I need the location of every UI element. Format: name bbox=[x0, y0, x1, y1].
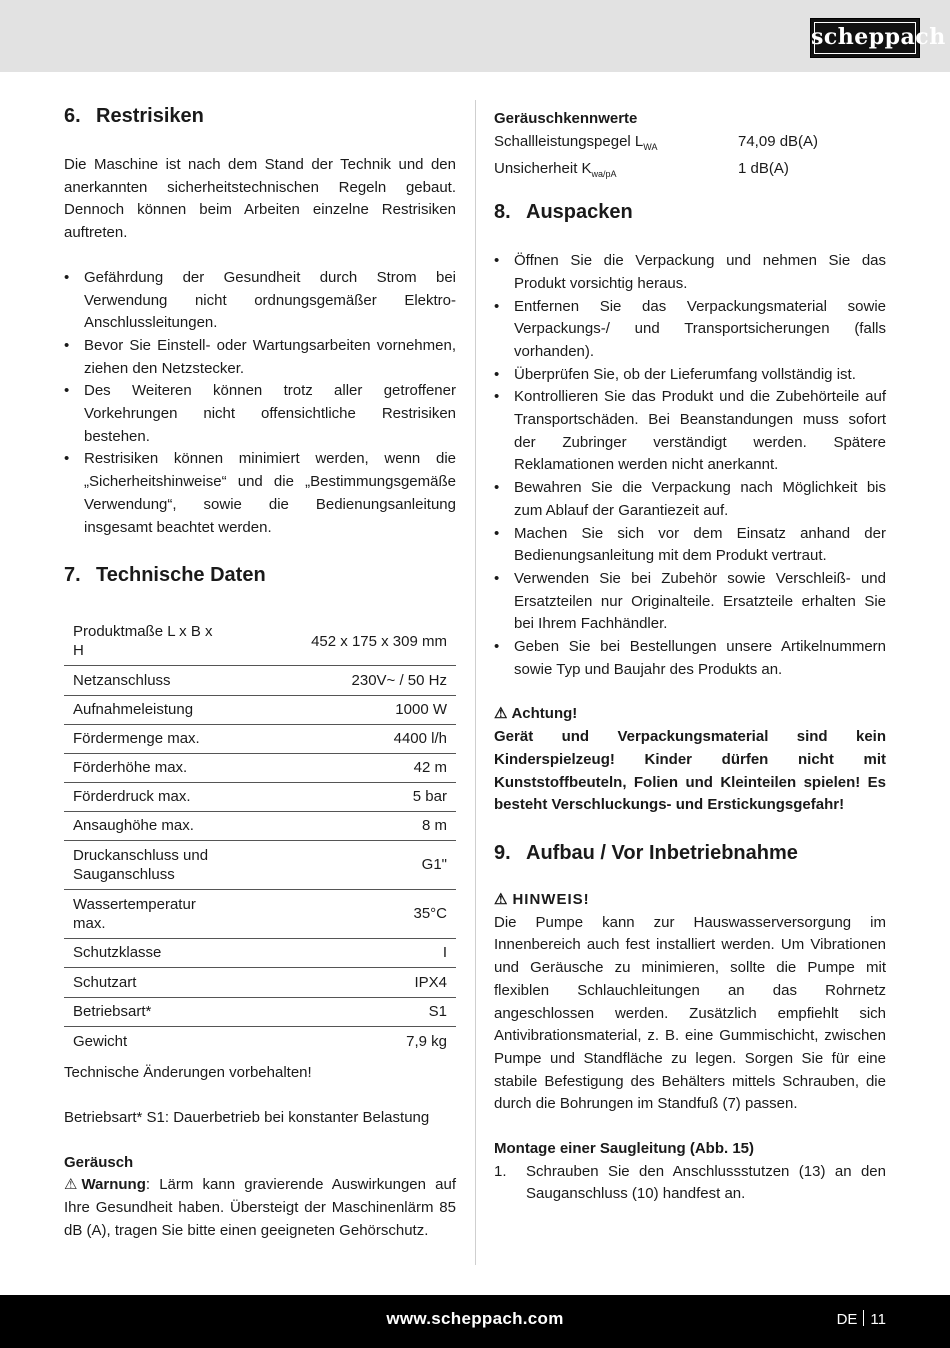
montage-steps bbox=[494, 1161, 886, 1206]
brand-logo bbox=[810, 18, 946, 58]
tech-note-changes: Technische Änderungen vorbehalten! bbox=[64, 1064, 312, 1082]
hint-text: Die Pumpe kann zur Hauswasserversorgung im Innenbereich auch fest installiert werden. Um Vibrationen und Geräusche zu minimieren, sollte die Pumpe mit flexiblen Schlauchleitungen an das Rohrnetz angeschlossen werden. Zusätzlich empfiehlt sich Antivibrationsmaterial, z. B. eine Gummischicht, zwischen Pumpe und Standfläche zu legen. Sorgen Sie für eine stabile Befestigung des Behälters mittels Schrauben, die durch die Bohrungen im Standfuß (7) passen. bbox=[494, 913, 886, 1113]
row-value: 5 bar bbox=[232, 782, 456, 811]
section-title: Technische Daten bbox=[96, 564, 266, 587]
tech-note-mode: Betriebsart* S1: Dauerbetrieb bei konstanter Belastung bbox=[64, 1108, 430, 1126]
list-item: • Des Weiteren können trotz aller getroffener Vorkehrungen nicht offensichtliche Restrisiken bestehen. bbox=[64, 380, 456, 448]
section-7-heading bbox=[64, 561, 456, 589]
label-subscript: wa/pA bbox=[591, 169, 617, 180]
table-row bbox=[64, 997, 456, 1026]
row-label: Aufnahmeleistung bbox=[64, 695, 232, 724]
row-label: Netzanschluss bbox=[64, 665, 232, 695]
section-6-heading bbox=[64, 102, 456, 130]
list-item: • Bevor Sie Einstell- oder Wartungsarbeiten vornehmen, ziehen den Netzstecker. bbox=[64, 335, 456, 380]
table-row bbox=[64, 1026, 456, 1056]
list-item: • Verwenden Sie bei Zubehör sowie Verschleiß- und Ersatzteilen nur Originalteile. Ersatzteile erhalten Sie bei Ihrem Fachhändler. bbox=[494, 568, 886, 636]
hint-label: HINWEIS! bbox=[512, 890, 590, 908]
section-6-intro: Die Maschine ist nach dem Stand der Technik und den anerkannten sicherheitstechnischen Regeln gebaut. Dennoch können beim Arbeiten einzelne Restrisiken auftreten. bbox=[64, 156, 456, 242]
row-label: Förderhöhe max. bbox=[64, 753, 232, 782]
section-9-heading bbox=[494, 839, 886, 867]
warning-label: Warnung bbox=[81, 1176, 146, 1194]
header-bar bbox=[0, 0, 950, 72]
warning-text: : Lärm kann gravierende Auswirkungen auf Ihre Gesundheit haben. Übersteigt der Maschinenlärm 85 dB (A), tragen Sie bitte einen geeigneten Gehörschutz. bbox=[64, 1176, 456, 1239]
row-value: 8 m bbox=[232, 811, 456, 840]
label-text: Schallleistungspegel L bbox=[494, 132, 644, 150]
row-value: 35°C bbox=[232, 889, 456, 938]
row-value: 1000 W bbox=[232, 695, 456, 724]
table-row bbox=[64, 665, 456, 695]
row-label: Förderdruck max. bbox=[64, 782, 232, 811]
row-label: Schutzart bbox=[64, 967, 232, 997]
table-row bbox=[64, 889, 456, 938]
left-column bbox=[64, 102, 456, 1242]
section-number: 7. bbox=[64, 564, 81, 587]
section-title: Restrisiken bbox=[96, 105, 204, 127]
separator bbox=[863, 1310, 864, 1326]
step-number: 1. bbox=[494, 1162, 507, 1180]
noise-warning bbox=[64, 1174, 456, 1242]
table-row bbox=[64, 695, 456, 724]
row-label: Produktmaße L x B x H bbox=[64, 617, 232, 665]
list-item: • Restrisiken können minimiert werden, wenn die „Sicherheitshinweise“ und die „Bestimmungsgemäße Verwendung“, sowie die Bedienungsanleitung insgesamt beachtet werden. bbox=[64, 448, 456, 539]
auspacken-list bbox=[494, 250, 886, 681]
page-indicator bbox=[837, 1310, 886, 1328]
list-item: • Öffnen Sie die Verpackung und nehmen Sie das Produkt vorsichtig heraus. bbox=[494, 250, 886, 295]
table-row bbox=[64, 811, 456, 840]
label-subscript: WA bbox=[643, 141, 658, 152]
row-label bbox=[494, 158, 738, 186]
table-row bbox=[64, 782, 456, 811]
right-column bbox=[494, 108, 886, 1206]
warning-triangle-icon: ⚠ bbox=[64, 1176, 78, 1194]
noise-values-heading: Geräuschkennwerte bbox=[494, 110, 638, 127]
hint-heading bbox=[494, 889, 886, 912]
table-row bbox=[64, 840, 456, 889]
footer-url[interactable]: www.scheppach.com bbox=[386, 1309, 564, 1328]
table-row bbox=[64, 967, 456, 997]
section-number: 9. bbox=[494, 841, 511, 864]
montage-heading: Montage einer Saugleitung (Abb. 15) bbox=[494, 1140, 755, 1158]
row-value: 230V~ / 50 Hz bbox=[232, 665, 456, 695]
section-8-heading bbox=[494, 198, 886, 226]
row-value: 4400 l/h bbox=[232, 724, 456, 753]
section-number: 6. bbox=[64, 105, 81, 127]
list-item: • Bewahren Sie die Verpackung nach Möglichkeit bis zum Ablauf der Garantiezeit auf. bbox=[494, 477, 886, 522]
list-item: • Kontrollieren Sie das Produkt und die Zubehörteile auf Transportschäden. Bei Beanstandungen muss sofort der Zubringer verständigt werden. Spätere Reklamationen werden nicht anerkannt. bbox=[494, 386, 886, 477]
section-number: 8. bbox=[494, 201, 511, 224]
row-value: G1" bbox=[232, 840, 456, 889]
label-text: Unsicherheit K bbox=[494, 160, 592, 178]
warning-triangle-icon: ⚠ bbox=[494, 890, 509, 908]
brand-text: scheppach bbox=[811, 24, 946, 50]
attention-text: Gerät und Verpackungsmaterial sind kein Kinderspielzeug! Kinder dürfen nicht mit Kunststoffbeuteln, Folien und Kleinteilen spielen! Es besteht Verschluckungs- und Erstickungsgefahr! bbox=[494, 728, 886, 814]
step-text: Schrauben Sie den Anschlussstutzen (13) an den Sauganschluss (10) handfest an. bbox=[526, 1162, 886, 1203]
list-item: • Entfernen Sie das Verpackungsmaterial sowie Verpackungs-/ und Transportsicherungen (falls vorhanden). bbox=[494, 296, 886, 364]
row-value: S1 bbox=[232, 997, 456, 1026]
row-label: Schutzklasse bbox=[64, 938, 232, 967]
attention-label: Achtung! bbox=[511, 705, 578, 723]
table-row bbox=[64, 938, 456, 967]
warning-triangle-icon: ⚠ bbox=[494, 705, 508, 723]
column-divider bbox=[475, 100, 476, 1265]
list-item: • Überprüfen Sie, ob der Lieferumfang vollständig ist. bbox=[494, 364, 886, 387]
noise-value-row bbox=[494, 131, 886, 159]
noise-value-row bbox=[494, 158, 886, 186]
table-row bbox=[64, 617, 456, 665]
tech-data-table bbox=[64, 617, 456, 1056]
row-label: Fördermenge max. bbox=[64, 724, 232, 753]
restrisiken-list bbox=[64, 267, 456, 539]
table-row bbox=[64, 724, 456, 753]
list-item: • Geben Sie bei Bestellungen unsere Artikelnummern sowie Typ und Baujahr des Produkts an. bbox=[494, 636, 886, 681]
footer-bar bbox=[0, 1295, 950, 1348]
step-item bbox=[494, 1161, 886, 1206]
noise-heading: Geräusch bbox=[64, 1153, 134, 1171]
row-value: 452 x 175 x 309 mm bbox=[232, 617, 456, 665]
row-value: I bbox=[232, 938, 456, 967]
section-title: Aufbau / Vor Inbetriebnahme bbox=[526, 841, 798, 864]
language-code: DE bbox=[836, 1311, 858, 1328]
row-label: Ansaughöhe max. bbox=[64, 811, 232, 840]
list-item: • Machen Sie sich vor dem Einsatz anhand der Bedienungsanleitung mit dem Produkt vertraut. bbox=[494, 523, 886, 568]
table-row bbox=[64, 753, 456, 782]
row-label: Druckanschluss und Sauganschluss bbox=[64, 840, 232, 889]
row-label: Wassertemperatur max. bbox=[64, 889, 232, 938]
row-label: Betriebsart* bbox=[64, 997, 232, 1026]
attention-heading bbox=[494, 703, 886, 726]
row-label: Gewicht bbox=[73, 1033, 128, 1050]
row-value: 74,09 dB(A) bbox=[738, 132, 819, 150]
row-label bbox=[494, 131, 738, 159]
row-value: 7,9 kg bbox=[406, 1033, 447, 1050]
page-number: 11 bbox=[870, 1311, 886, 1328]
row-value: 42 m bbox=[232, 753, 456, 782]
list-item: • Gefährdung der Gesundheit durch Strom bei Verwendung nicht ordnungsgemäßer Elektro-Anschlussleitungen. bbox=[64, 267, 456, 335]
row-value: IPX4 bbox=[232, 967, 456, 997]
row-value: 1 dB(A) bbox=[738, 160, 789, 178]
section-title: Auspacken bbox=[526, 201, 633, 224]
